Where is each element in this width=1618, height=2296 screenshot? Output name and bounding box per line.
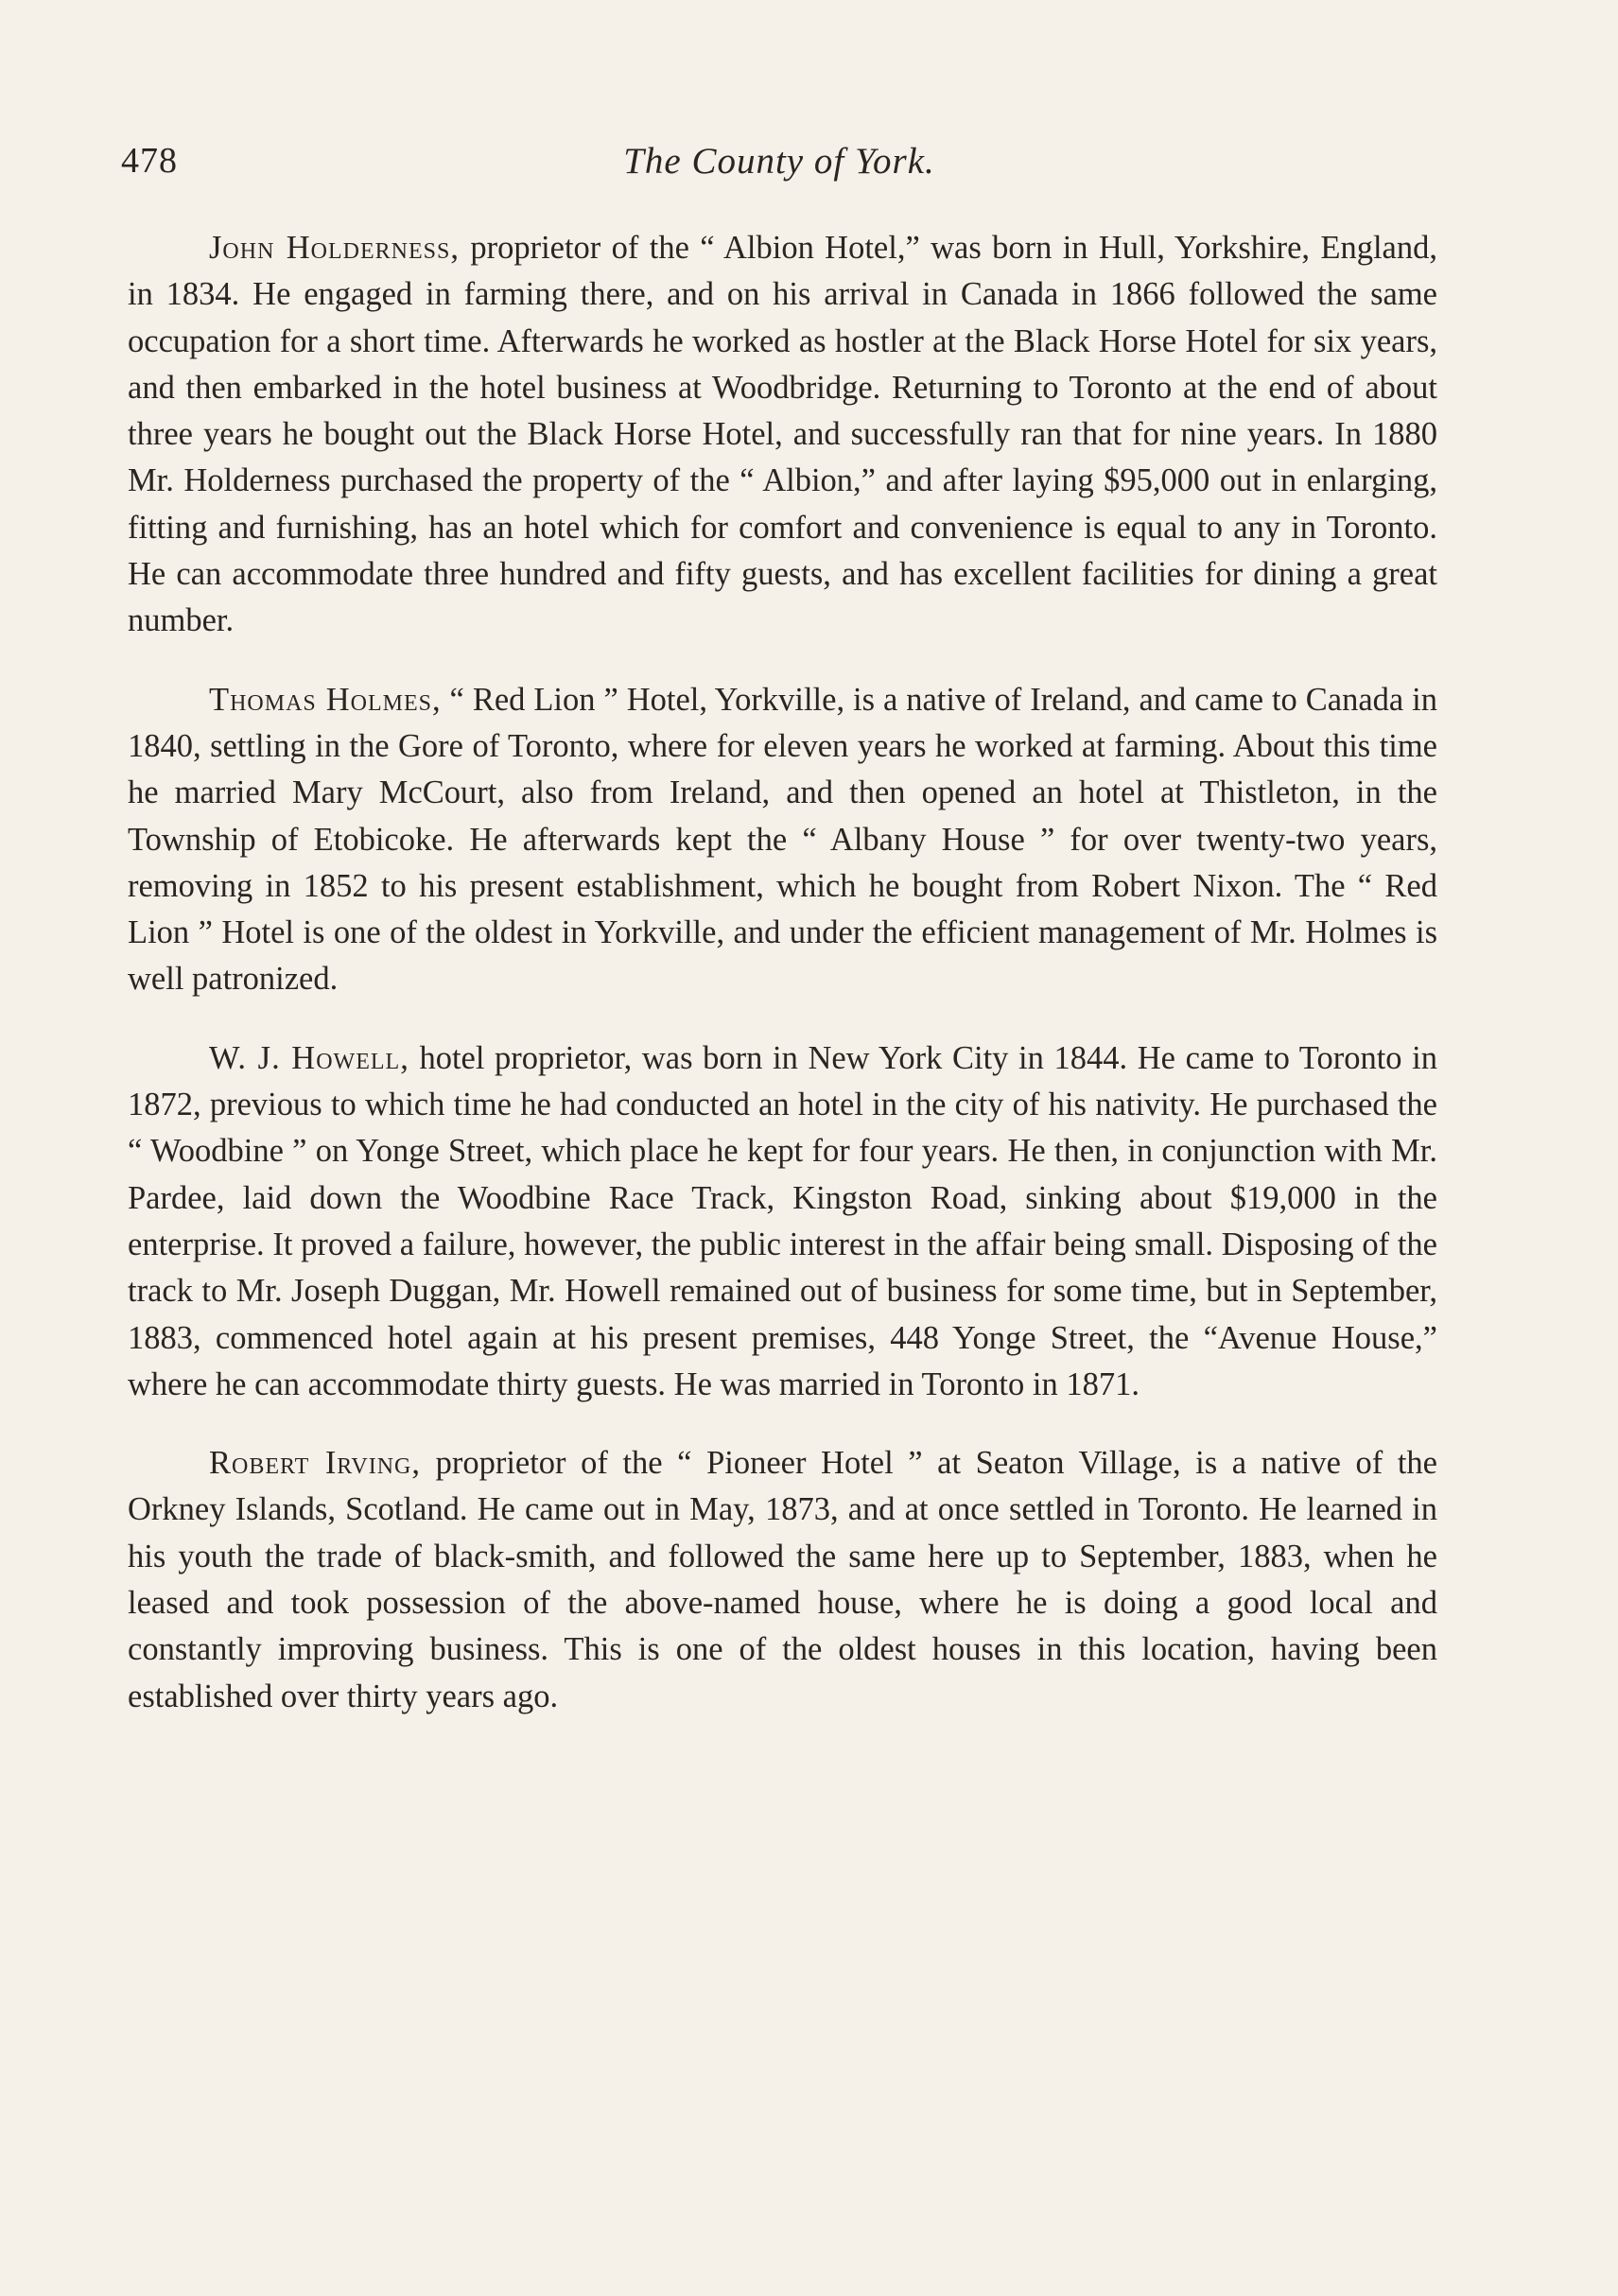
entry-text: hotel proprietor, was born in New York City in 1844. He came to Toronto in 1872, previous to which time he had conducted an hotel in the city of his nativity. He purchased the “ Woodbine ” on Yonge Street, which place he kept for four years. He then, in conjunction with Mr. Pardee, laid down the Woodbine Race Track, Kingston Road, sinking about $19,000 in the enterprise. It proved a failure, however, the public interest in the affair being small. Disposing of the track to Mr. Joseph Duggan, Mr. Howell remained out of business for some time, but in September, 1883, commenced hotel again at his present premises, 448 Yonge Street, the “Avenue House,” where he can accommodate thirty guests. He was married in Toronto in 1871. [128, 1039, 1438, 1402]
entry-name: Robert Irving, [209, 1445, 422, 1482]
entry-name: Thomas Holmes, [209, 681, 442, 718]
page-number: 478 [121, 141, 178, 181]
entry-holderness [128, 225, 1437, 645]
biography-entries [128, 225, 1437, 1752]
entry-holmes [128, 677, 1437, 1003]
entry-irving [128, 1440, 1437, 1720]
entry-text: “ Red Lion ” Hotel, Yorkville, is a native of Ireland, and came to Canada in 1840, settling in the Gore of Toronto, where for eleven years he worked at farming. About this time he married Mary McCourt, also from Ireland, and then opened an hotel at Thistleton, in the Township of Etobicoke. He afterwards kept the “ Albany House ” for over twenty-two years, removing in 1852 to his present establishment, which he bought from Robert Nixon. The “ Red Lion ” Hotel is one of the oldest in Yorkville, and under the efficient management of Mr. Holmes is well patronized. [128, 681, 1437, 998]
page-header [121, 140, 1437, 197]
entry-text: proprietor of the “ Albion Hotel,” was born in Hull, Yorkshire, England, in 1834. He engaged in farming there, and on his arrival in Canada in 1866 followed the same occupation for a short time. Afterwards he worked as hostler at the Black Horse Hotel for six years, and then embarked in the hotel business at Woodbridge. Returning to Toronto at the end of about three years he bought out the Black Horse Hotel, and successfully ran that for nine years. In 1880 Mr. Holderness purchased the property of the “ Albion,” and after laying $95,000 out in enlarging, fitting and furnishing, has an hotel which for comfort and convenience is equal to any in Toronto. He can accommodate three hundred and fifty guests, and has excellent facilities for dining a great number. [128, 230, 1437, 639]
running-title: The County of York. [623, 141, 935, 182]
entry-name: W. J. Howell, [209, 1039, 409, 1076]
entry-name: John Holderness, [209, 230, 460, 266]
entry-text: proprietor of the “ Pioneer Hotel ” at Seaton Village, is a native of the Orkney Islands, Scotland. He came out in May, 1873, and at once settled in Toronto. He learned in his youth the trade of black-smith, and followed the same here up to September, 1883, when he leased and took possession of the above-named house, where he is doing a good local and constantly improving business. This is one of the oldest houses in this location, having been established over thirty years ago. [128, 1445, 1437, 1714]
entry-howell [128, 1035, 1437, 1408]
